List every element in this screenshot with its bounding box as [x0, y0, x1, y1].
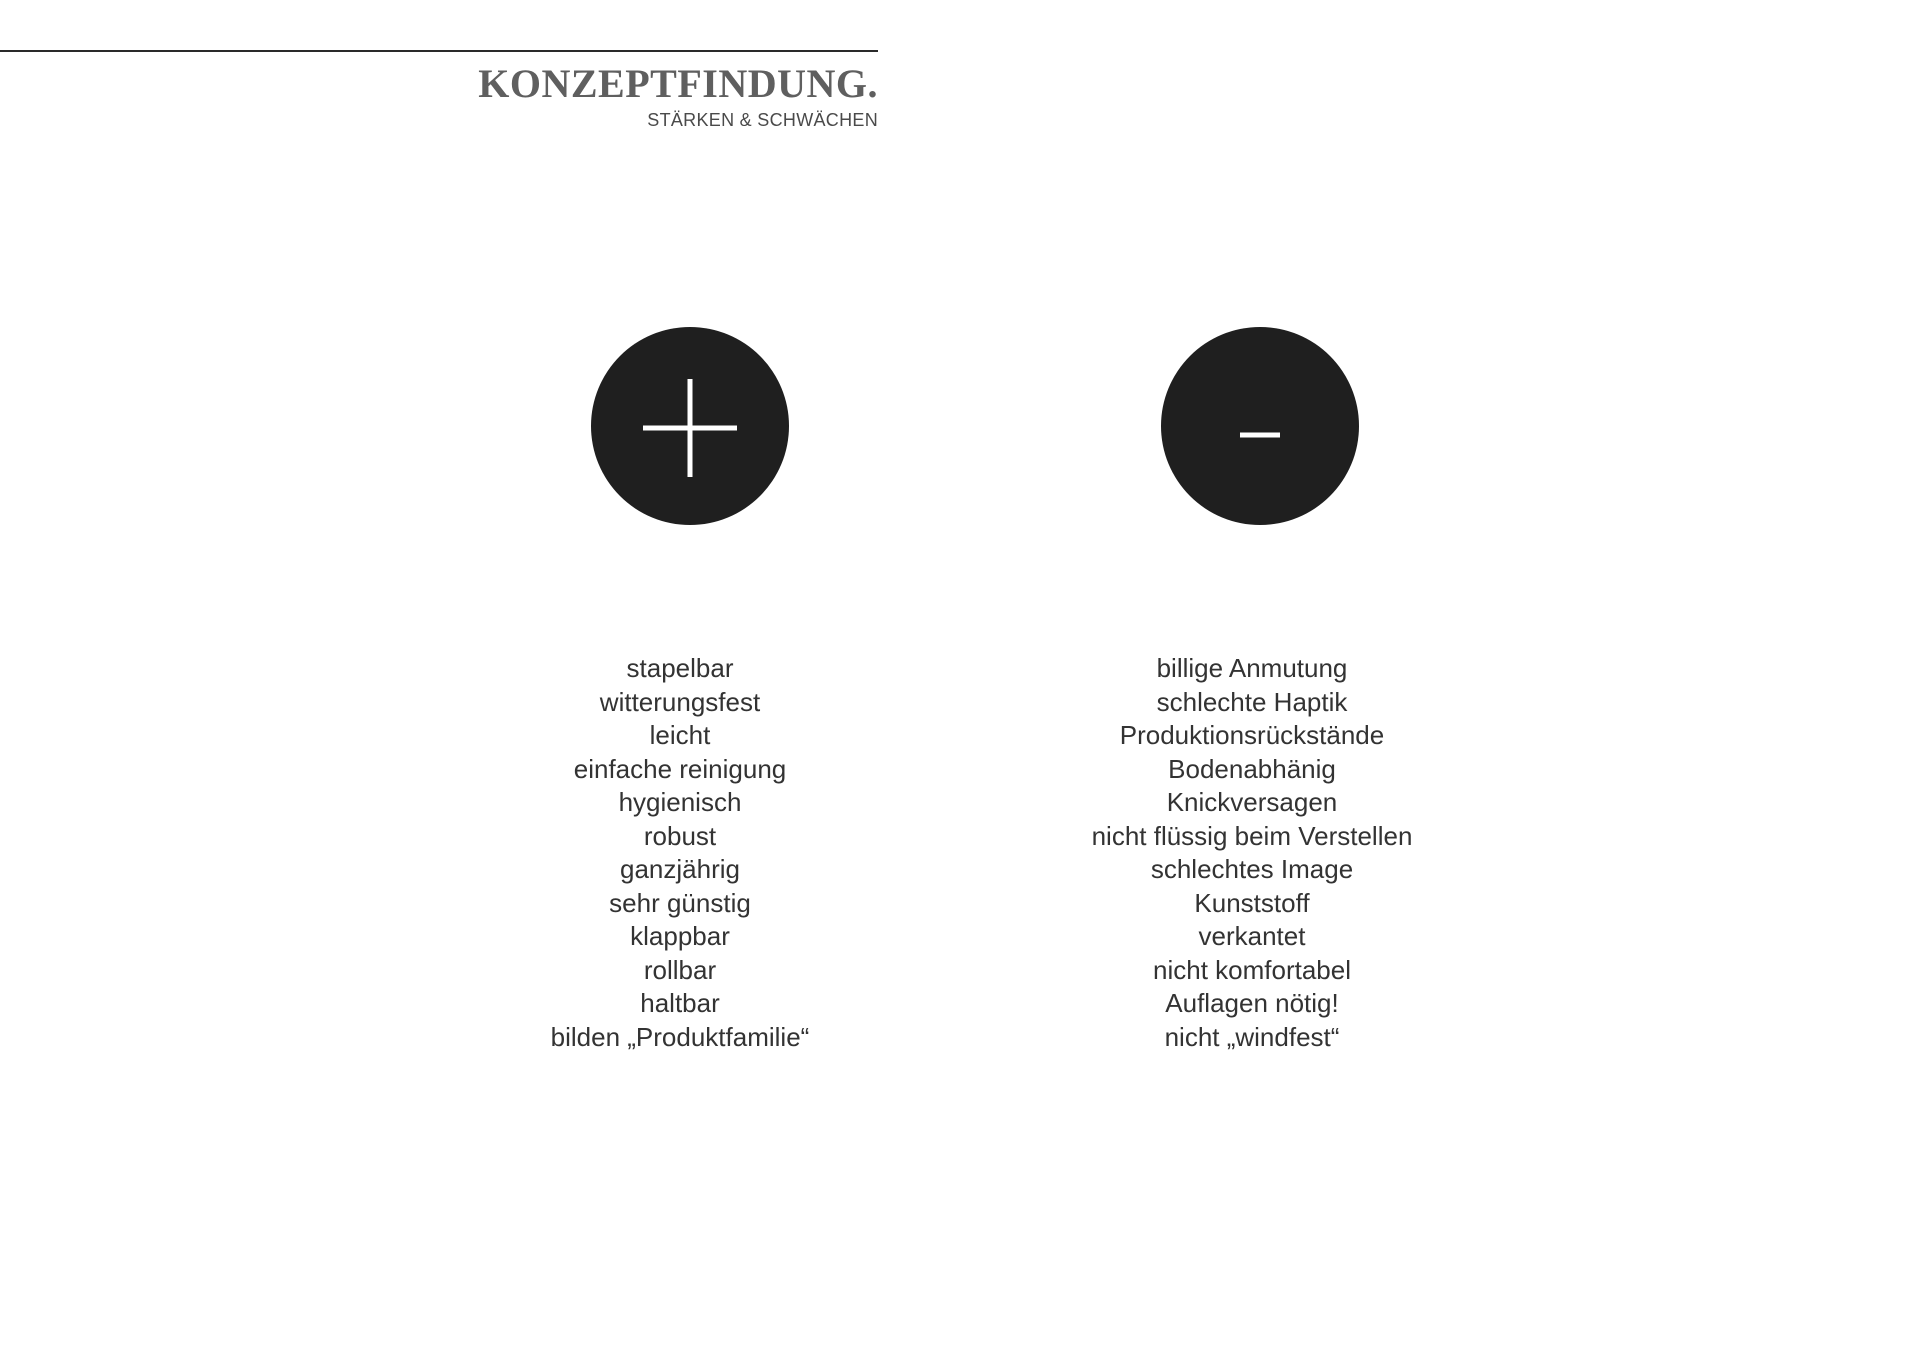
list-item: Auflagen nötig! [1165, 988, 1339, 1018]
minus-icon [1161, 327, 1359, 525]
list-item: nicht komfortabel [1153, 954, 1351, 985]
list-item: stapelbar [626, 653, 734, 683]
list-item: hygienisch [618, 787, 742, 817]
list-item: schlechte Haptik [1156, 686, 1348, 717]
plus-icon [591, 327, 789, 525]
strengths-column [470, 327, 890, 1054]
page-title: KONZEPTFINDUNG. [478, 61, 878, 106]
plus-circle [591, 327, 789, 525]
list-item: Bodenabhänig [1168, 753, 1336, 784]
list-item: verkantet [1198, 921, 1306, 951]
list-item: witterungsfest [599, 686, 761, 717]
list-item: bilden „Produktfamilie“ [550, 1021, 810, 1052]
weaknesses-list [1042, 652, 1462, 1054]
list-item: Knickversagen [1166, 787, 1338, 817]
list-item: haltbar [640, 988, 720, 1018]
minus-circle [1161, 327, 1359, 525]
list-item: Produktionsrückstände [1119, 720, 1385, 750]
page-header [478, 62, 878, 131]
page-subtitle: STÄRKEN & SCHWÄCHEN [647, 110, 878, 130]
weaknesses-column [1042, 327, 1462, 1054]
list-item: Kunststoff [1194, 887, 1310, 918]
list-item: nicht flüssig beim Verstellen [1091, 820, 1413, 851]
list-item: klappbar [630, 921, 730, 951]
list-item: nicht „windfest“ [1164, 1021, 1340, 1052]
list-item: rollbar [643, 954, 717, 985]
list-item: einfache reinigung [573, 753, 787, 784]
list-item: schlechtes Image [1150, 854, 1354, 884]
strengths-list [470, 652, 890, 1054]
list-item: ganzjährig [620, 854, 740, 884]
list-item: billige Anmutung [1156, 653, 1348, 683]
list-item: robust [643, 820, 717, 851]
list-item: leicht [649, 720, 711, 750]
list-item: sehr günstig [609, 887, 751, 918]
header-rule [0, 50, 878, 52]
